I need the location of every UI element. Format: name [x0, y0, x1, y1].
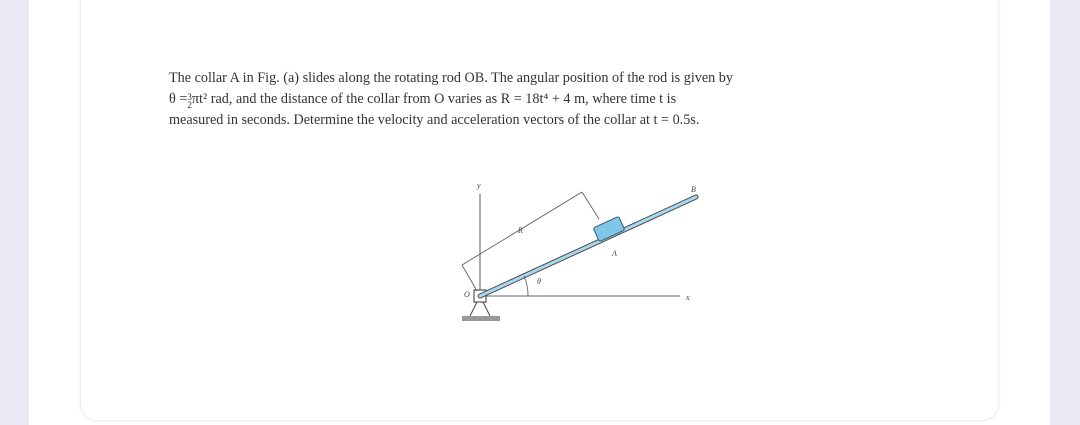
question-line-3: measured in seconds. Determine the velocity and acceleration vectors of the collar at t = 0.5s.: [169, 112, 700, 128]
angle-arc: [524, 276, 528, 296]
fraction-numerator: 3: [187, 92, 192, 102]
label-r: R: [518, 226, 523, 235]
theta-prefix: θ =: [169, 91, 188, 107]
fraction-denominator: 2: [187, 100, 192, 110]
right-margin: [1050, 0, 1080, 425]
dimension-ext-1: [462, 265, 477, 291]
rod-fill: [480, 197, 696, 296]
equation-suffix: πt² rad, and the distance of the collar from O varies as R = 18t⁴ + 4 m, where time t is: [191, 91, 677, 107]
label-a: A: [612, 249, 617, 258]
label-x: x: [686, 293, 690, 302]
left-margin: [0, 0, 29, 425]
label-b: B: [691, 185, 696, 194]
label-y: y: [477, 181, 481, 190]
support-base: [462, 316, 500, 321]
question-text: [169, 68, 949, 131]
figure-drawing: [448, 178, 710, 338]
dimension-ext-2: [582, 192, 599, 219]
label-theta: θ: [537, 277, 541, 286]
label-o: O: [464, 290, 470, 299]
question-line-1: The collar A in Fig. (a) slides along the rotating rod OB. The angular position of the rod is given by: [169, 70, 733, 86]
collar-rod-figure: [448, 178, 710, 338]
question-line-2: [169, 89, 949, 110]
